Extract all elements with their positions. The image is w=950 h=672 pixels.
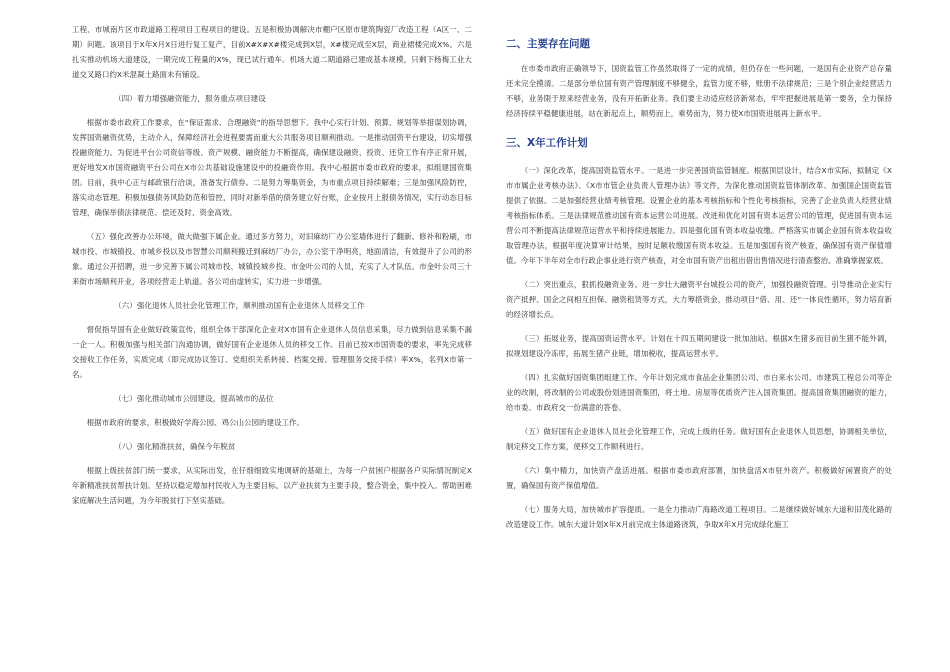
paragraph-retiree-management: 督促指导国有企业做好政策宣传，组织全体干部深化企业对X市国有企业退休人员信息采集，尽力做到信息采集不漏一企一人。积极加强与相关部门沟通协调，做好国有企业退休人员的移交工作。目前已按X市国资委的要求，率先完成移交接收工作任务，实质完成（即完成协议签订、党组织关系转接、档案交接、管理服务交接手续）率X%，名列X市第一名。 xyxy=(72,325,472,379)
right-column xyxy=(506,22,892,532)
paragraph-office-environment: （五）强化改善办公环境，做大做强下属企业。通过多方努力，对旧麻纺厂办公室墙体进行了翻新、修补和粉刷，市城市投、市城镇投、市城乡投以及市智慧公司顺利搬迁到麻纺厂办公，办公室干净明亮，地面清洁，有效提升了公司的形象。通过公开招聘，进一步完善下属公司城市投、城镇投城乡投、市金叶公司的人员，充实了人才队伍。市金叶公司三十来街市场顺利开业，各项经营走上轨道。各公司由虚转实，实力进一步增强。 xyxy=(72,232,472,286)
paragraph-problems: 在市委市政府正确领导下，国资监管工作虽然取得了一定的成绩，但仍存在一些问题，一是国有企业资产总存量还未完全摸清。二是部分单位国有资产管理制度不够健全，监管力度不够，账册不法律规范；三是个别企业经营活力不够，业务限于原来经营业务，没有开拓新业务。我们要主动适应经济新常态，牢牢把握进展是第一要务，全力保持经济持续平稳健康进展，站在新起点上，顺势而上，乘势而为，努力使X市国资进展再上新水平。 xyxy=(506,64,892,118)
subheading-city-park: （七）强化推动城市公园建设，提高城市的品位 xyxy=(114,394,274,403)
paragraph-plan-assets: （六）集中精力，加快资产盘活进展。根据市委市政府部署，加快盘活X市驻外资产。积极做好闲置资产的处置，确保国有资产保值增值。 xyxy=(506,466,892,490)
paragraph-plan-group: （四）扎实做好国资集团组建工作。今年计划完成市食品企业集团公司、市白来水公司、市建筑工程总公司等企业的改制，将改制的公司或股份划进国资集团，将土地、房屋等优质资产注入国资集团。提高国资集团融资的能力，给市委、市政府交一份满意的答卷。 xyxy=(506,373,892,412)
subheading-financing: （四）着力增强融资能力，服务重点项目建设 xyxy=(114,94,266,103)
paragraph-city-park: 根据市政府的要求，积极做好学海公园、鸡公山公园的建设工作。 xyxy=(86,418,305,427)
paragraph-plan-retirees: （五）做好国有企业退休人员社会化管理工作，完成上级的任务。做好国有企业退休人员思想，协调相关单位，制定移交工作方案，使移交工作顺利进行。 xyxy=(506,427,892,451)
paragraph-financing: 根据市委市政府工作要求，在“保证需求、合理融资”的指导思想下。我中心实行计划、预算、规划等举措谋划协调，发挥国资融资优势，主动介入，保障经济社会进程要需而重大公共服务项目顺利推动。一是推动国资平台建设，切实增强投融资能力。为促进平台公司资信等级、资产规模、融资能力不断提高，确保建设融资、投资、还贷工作有序正常开展，更好地发X市国资融资平台公司在X市公共基础设施建设中的投融资作用。我中心根据市委市政府的要求，拟组建国资集团。目前，我中心正与邮政银行洽谈，准备发行债券。二是努力筹集资金，为市重点项目持续解难；三是加强风险防控，落实动态管理。积极加强债务风险防范和管控，同时对新举借的债务建立好台账，企业按月上报债务情况，实行动态目标管理，确保举债法律规范、偿还及时、资金高效。 xyxy=(72,118,472,217)
paragraph-poverty-alleviation: 根据上级扶贫部门统一要求，从实际出发，在仔细细致实地调研的基础上，为每一户贫困户根据各户实际情况制定X年新精准扶贫帮扶计划。坚持以稳定增加村民收入为主要目标，以产业扶贫为主要手段，整合资金，集中投入。帮助困难家庭解决生活问题，为今年脱贫打下坚实基础。 xyxy=(72,466,472,505)
left-column xyxy=(72,22,472,508)
paragraph-plan-reform: （一）深化改革，提高国资监管水平。一是进一步完善国资监管制度。根据顶层设计，结合X市实际，拟制定《X市市属企业考核办法》、《X市市管企业负责人管理办法》等文件，为深化推动国资监管体制改革、加强国企国资监管提供了依据。二是加强经营业绩考核管理。设置企业的基本考核指标和个性化考核指标，完善了企业负责人经营业绩考核指标体系。三是法律规范推动国有资本运营公司进展。改进和优化对国有资本运营公司的管理，促进国有资本运营公司不断提高法律规范运营水平和持续进展能力。四是强化国有资本收益收缴。严格落实市属企业国有资本收益收取管理办法，根据年度决算审计结果，按时足额收缴国有资本收益。五是加强国有资产核查，确保国有资产保值增值。今年下半年对全市行政企事业进行资产核查，对全市国有资产出租出借出售情况进行清查整治。准确掌握家底。 xyxy=(506,166,892,265)
paragraph-project-progress: 工程、市城南片区市政道路工程项目工程项目的建设。五是积极协调解决市棚户区原市建筑陶瓷厂改造工程（A区一、二期）问题。该项目于X年X月X日进行复工复产，目前X#X#X#楼完成到X层，X#楼完成至X层，商业裙楼完成X%。六是扎实推动机场大道建设，一期完成工程量的X%，现已试行通车。机场大道二期道路已建成基本规模，只剩下杨梅工业大道交叉路口约X米混凝土路面未有铺设。 xyxy=(72,25,472,79)
section-heading-problems: 二、主要存在问题 xyxy=(506,38,590,50)
section-heading-work-plan: 三、X年工作计划 xyxy=(506,137,588,149)
paragraph-plan-city-expansion: （七）服务大局，加快城市扩容提质。一是全力推动广海路改道工程项目。二是继续做好城东大道和旧茂化路的改造建设工作。城东大道计划X年X月前完成主体道路浇筑，争取X年X月完成绿化施工 xyxy=(506,505,892,529)
subheading-retiree-management: （六）强化退休人员社会化管理工作，顺利推动国有企业退休人员移交工作 xyxy=(114,301,365,310)
paragraph-plan-investment: （二）突出重点，狠抓投融资业务。进一步壮大融资平台城投公司的资产，加强投融资管理。引导推动企业实行资产抵押、国企之间相互担保、融资租赁等方式，大力筹措资金，推动项目“借、用、还”一体良性循环，努力培育新的经济增长点。 xyxy=(506,280,892,319)
subheading-poverty-alleviation: （八）强化精准扶贫，确保今年脱贫 xyxy=(114,442,236,451)
paragraph-plan-operations: （三）拓展业务，提高国资运营水平。计划在十四五期间建设一批加油站。根据X生猪多而目前生猪不能外调，拟规划建设冷冻库，拓展生猪产业链，增加税收，提高运营水平。 xyxy=(506,334,892,358)
